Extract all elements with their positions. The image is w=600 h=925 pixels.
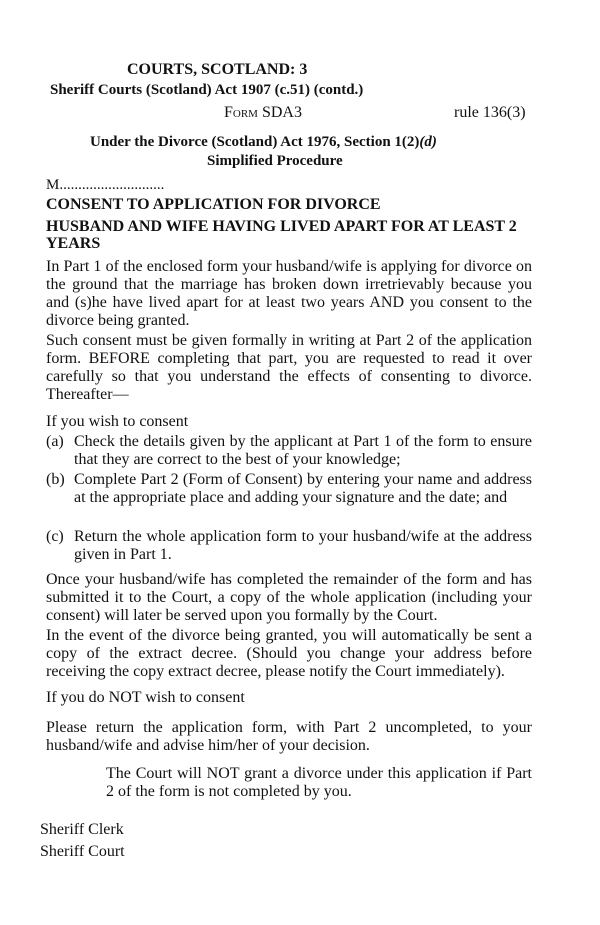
step-label: (c): [46, 528, 64, 545]
apart-heading-line1: HUSBAND AND WIFE HAVING LIVED APART FOR AT LEAST 2: [46, 218, 517, 235]
extract-decree-paragraph: In the event of the divorce being granted, you will automatically be sent a copy of the extract decree. (Should you change your address before receiving the copy extract decree, please notify the Court immediately).: [46, 627, 532, 680]
signature-clerk: Sheriff Clerk: [40, 821, 124, 838]
step-item: [46, 471, 532, 507]
if-consent-label: If you wish to consent: [46, 413, 189, 430]
act-section-suffix: (d): [419, 134, 437, 150]
act-line: [90, 133, 437, 151]
step-text: Check the details given by the applicant at Part 1 of the form to ensure that they are correct to the best of your knowledge;: [74, 433, 532, 468]
rule-reference: rule 136(3): [454, 104, 526, 121]
procedure-label: Simplified Procedure: [207, 153, 343, 169]
consent-heading: CONSENT TO APPLICATION FOR DIVORCE: [46, 196, 381, 213]
step-text: Complete Part 2 (Form of Consent) by entering your name and address at the appropriate place and adding your signature and the date; and: [74, 471, 532, 506]
once-completed-paragraph: Once your husband/wife has completed the remainder of the form and has submitted it to the Court, a copy of the whole application (including your consent) will later be served upon you formally by the Court.: [46, 571, 532, 624]
form-label: Form: [224, 104, 258, 121]
form-code: SDA3: [261, 104, 302, 121]
warning-paragraph: The Court will NOT grant a divorce under this application if Part 2 of the form is not completed by you.: [106, 765, 532, 800]
document-title: COURTS, SCOTLAND: 3: [127, 61, 308, 78]
step-item: [46, 433, 532, 469]
addressee-line: M............................: [46, 177, 165, 193]
signature-court: Sheriff Court: [40, 843, 125, 860]
step-item: [46, 528, 532, 564]
step-text: Return the whole application form to your husband/wife at the address given in Part 1.: [74, 528, 532, 563]
document-subtitle: Sheriff Courts (Scotland) Act 1907 (c.51) (contd.): [50, 82, 364, 98]
step-label: (a): [46, 433, 64, 450]
consent-note-paragraph: Such consent must be given formally in writing at Part 2 of the application form. BEFORE completing that part, you are requested to read it over carefully so that you understand the effects of consenting to divorce. Thereafter—: [46, 332, 532, 403]
apart-heading-line2: YEARS: [46, 235, 101, 252]
step-label: (b): [46, 471, 65, 488]
intro-paragraph: In Part 1 of the enclosed form your husband/wife is applying for divorce on the ground that the marriage has broken down irretrievably because you and (s)he have lived apart for at least two years AND you consent to the divorce being granted.: [46, 258, 532, 329]
form-number: [224, 104, 302, 122]
act-line-text: Under the Divorce (Scotland) Act 1976, Section 1(2): [90, 134, 420, 150]
if-not-consent-label: If you do NOT wish to consent: [46, 689, 245, 706]
return-form-paragraph: Please return the application form, with Part 2 uncompleted, to your husband/wife and advise him/her of your decision.: [46, 719, 532, 754]
